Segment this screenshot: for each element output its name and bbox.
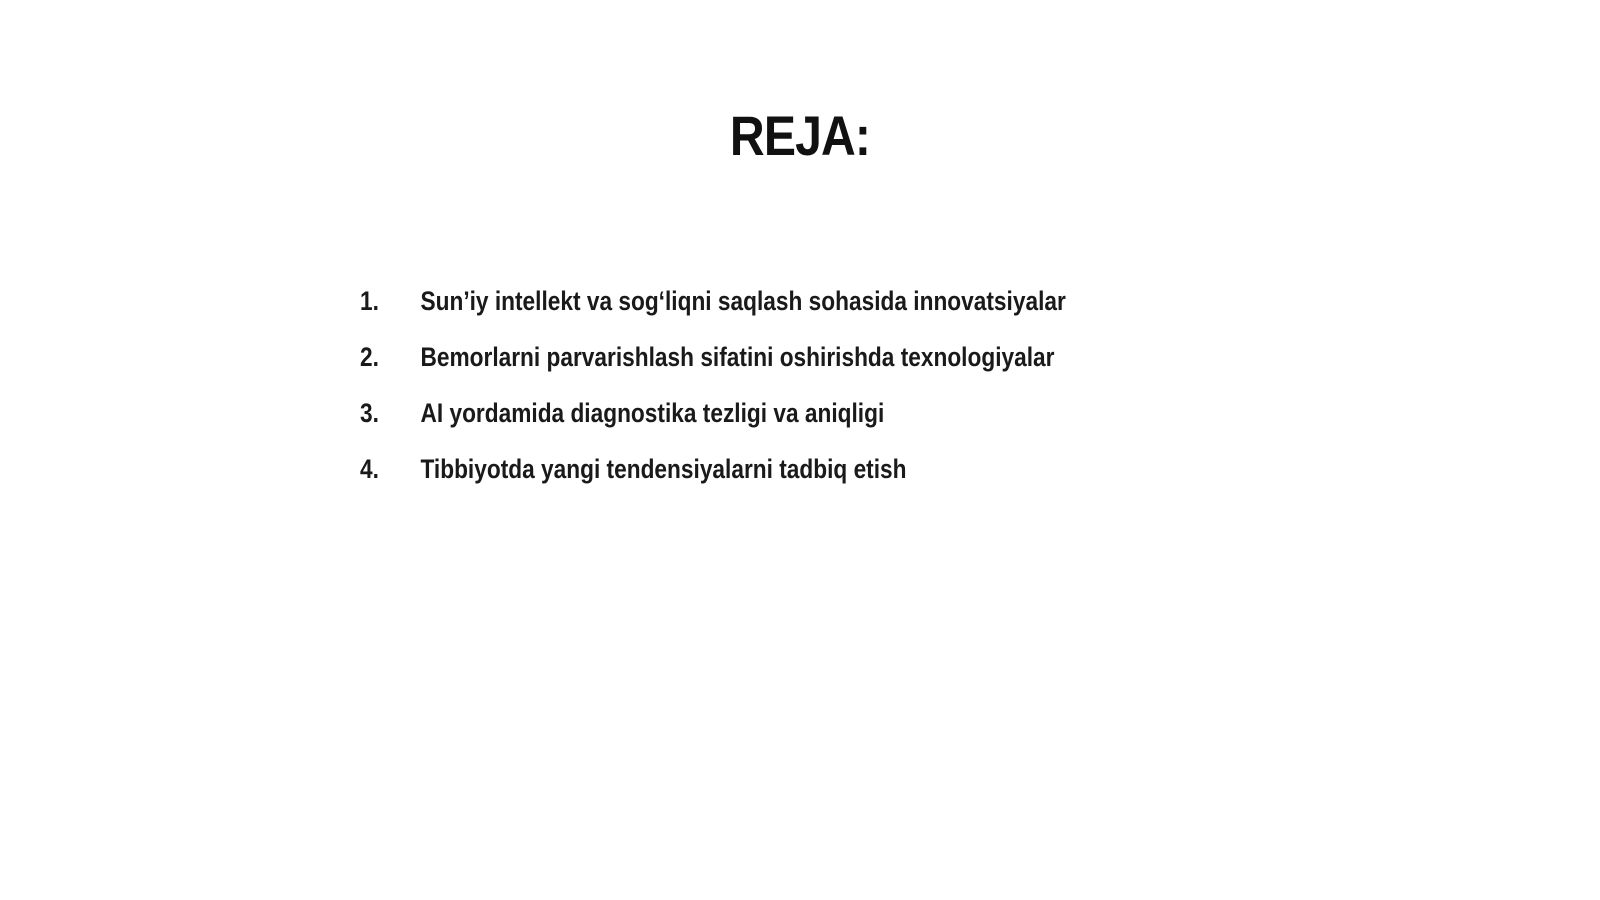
plan-item-1 (360, 286, 1116, 342)
plan-item-number: 3. (360, 398, 379, 428)
plan-item-2 (360, 342, 1116, 398)
plan-item-text: Sun’iy intellekt va sog‘liqni saqlash sohasida innovatsiyalar (420, 286, 1066, 316)
plan-item-text: Bemorlarni parvarishlash sifatini oshirishda texnologiyalar (420, 342, 1055, 372)
plan-item-number: 1. (360, 286, 379, 316)
plan-item-3 (360, 398, 1116, 454)
plan-item-text: AI yordamida diagnostika tezligi va aniqligi (420, 398, 885, 428)
plan-list (360, 286, 1260, 510)
plan-item-number: 4. (360, 454, 379, 484)
slide-title: REJA: (729, 104, 871, 167)
plan-item-4 (360, 454, 1116, 510)
plan-item-number: 2. (360, 342, 379, 372)
plan-item-text: Tibbiyotda yangi tendensiyalarni tadbiq etish (420, 454, 907, 484)
